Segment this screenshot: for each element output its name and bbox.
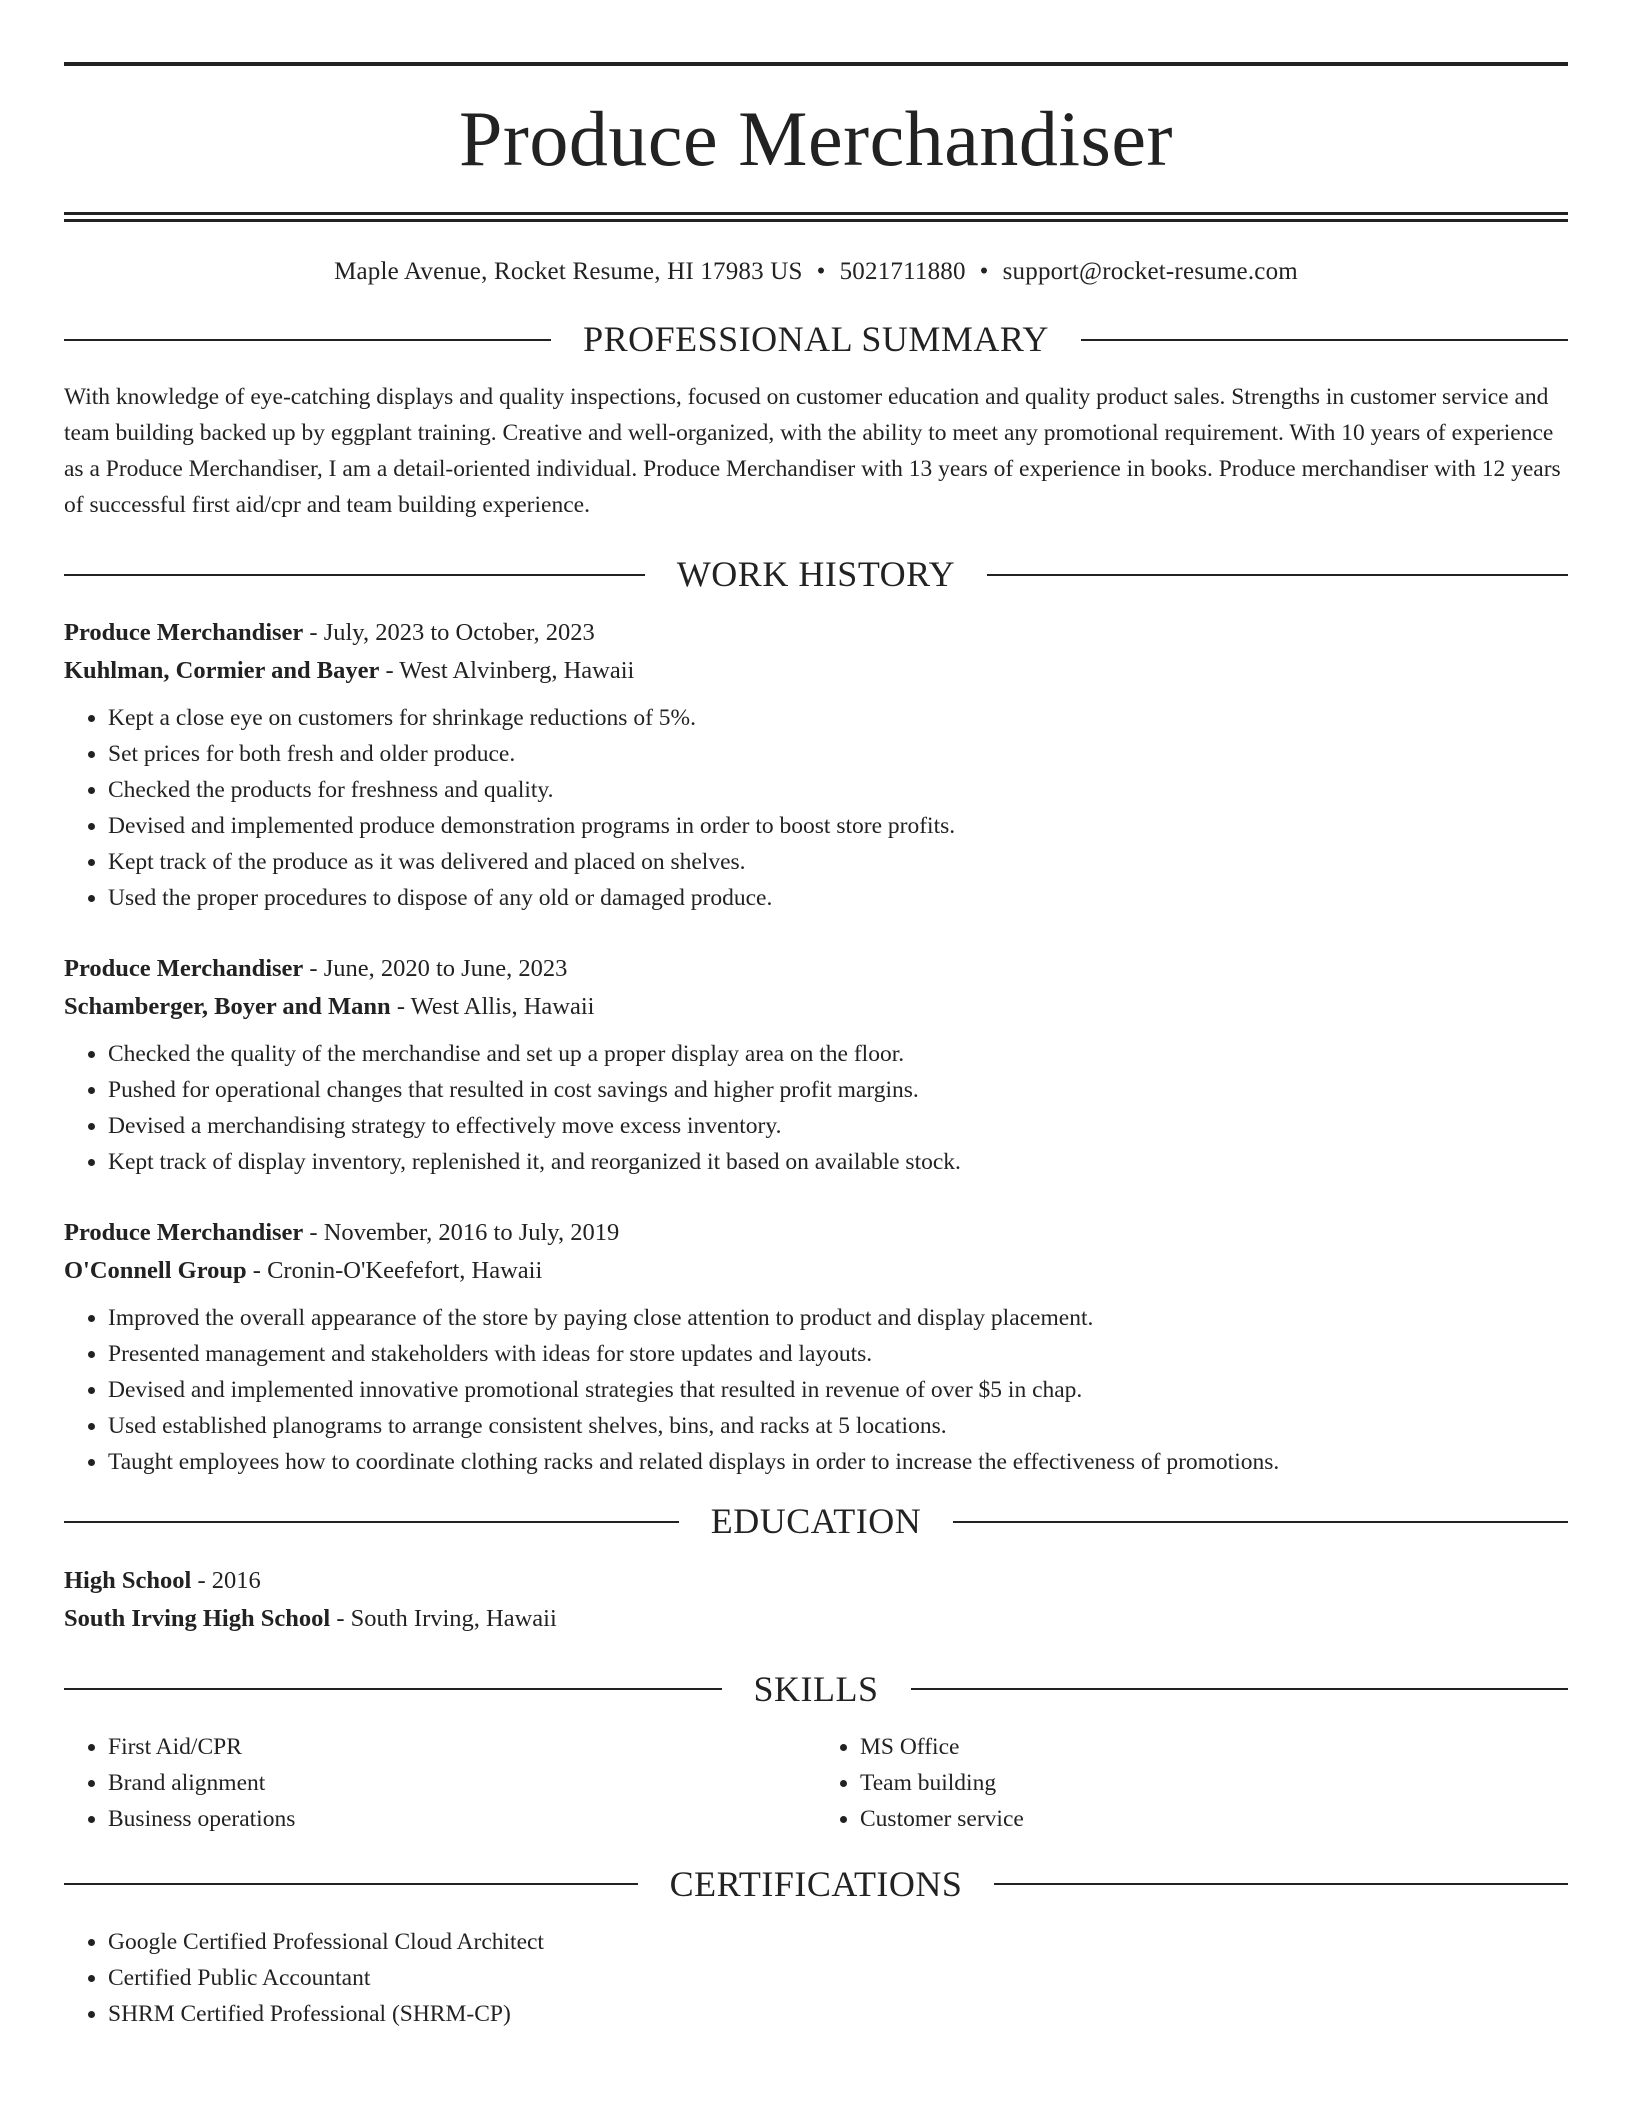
summary-heading — [64, 318, 1568, 361]
job-bullet: • Devised and implemented innovative promotional strategies that resulted in revenue of over $5 in chap. — [108, 1372, 1568, 1408]
education-heading — [64, 1500, 1568, 1543]
skills-title: SKILLS — [753, 1668, 879, 1709]
education-school: South Irving High School — [64, 1604, 331, 1632]
skill-item: • Brand alignment — [108, 1765, 816, 1801]
certification-item: • SHRM Certified Professional (SHRM-CP) — [108, 1996, 1568, 2032]
skill-item: • Business operations — [108, 1801, 816, 1837]
job-bullets — [64, 1300, 1568, 1480]
job-company: Schamberger, Boyer and Mann — [64, 993, 391, 1021]
name-double-rule — [64, 212, 1568, 222]
job-bullet: • Kept track of the produce as it was delivered and placed on shelves. — [108, 844, 1568, 880]
heading-rule-left — [64, 1521, 679, 1523]
skills-list-right — [816, 1729, 1568, 1837]
skill-item: • MS Office — [860, 1729, 1568, 1765]
job-role: Produce Merchandiser — [64, 955, 304, 983]
job-bullet: • Devised and implemented produce demonstration programs in order to boost store profits. — [108, 808, 1568, 844]
summary-text: With knowledge of eye-catching displays and quality inspections, focused on customer education and quality product sales. Strengths in customer service and team building backed up by eggplant training. Creative and well-organized, with the ability to meet any promotional requirement. With 10 years of experience as a Produce Merchandiser, I am a detail-oriented individual. Produce Merchandiser with 13 years of experience in books. Produce merchandiser with 12 years of successful first aid/cpr and team building experience. — [64, 384, 1561, 519]
certifications-list — [64, 1924, 1568, 2032]
heading-rule-left — [64, 339, 551, 341]
job-company-line — [64, 1252, 1568, 1290]
heading-rule-left — [64, 1883, 638, 1885]
education-year: - 2016 — [191, 1566, 261, 1594]
job-bullet: • Checked the quality of the merchandise and set up a proper display area on the floor. — [108, 1036, 1568, 1072]
job-role: Produce Merchandiser — [64, 1219, 304, 1247]
certifications-section — [64, 1924, 1568, 2032]
heading-rule-right — [987, 574, 1568, 576]
education-degree-line — [64, 1562, 1568, 1600]
job-title-line — [64, 950, 1568, 988]
heading-rule-left — [64, 574, 645, 576]
job-title-line — [64, 614, 1568, 652]
skills-list-left — [64, 1729, 816, 1837]
job-bullet: • Checked the products for freshness and quality. — [108, 772, 1568, 808]
skill-item: • First Aid/CPR — [108, 1729, 816, 1765]
job-bullet: • Presented management and stakeholders with ideas for store updates and layouts. — [108, 1336, 1568, 1372]
resume-name: Produce Merchandiser — [459, 95, 1173, 182]
heading-rule-left — [64, 1688, 722, 1690]
job-entry-2 — [64, 950, 1568, 1180]
heading-rule-right — [1081, 339, 1568, 341]
skills-heading — [64, 1668, 1568, 1711]
skill-item: • Team building — [860, 1765, 1568, 1801]
job-company: Kuhlman, Cormier and Bayer — [64, 657, 380, 685]
job-dates: - July, 2023 to October, 2023 — [303, 619, 595, 647]
heading-rule-right — [953, 1521, 1568, 1523]
job-bullet: • Devised a merchandising strategy to effectively move excess inventory. — [108, 1108, 1568, 1144]
education-degree: High School — [64, 1566, 192, 1594]
job-company-line — [64, 652, 1568, 690]
job-bullet: • Set prices for both fresh and older produce. — [108, 736, 1568, 772]
education-location: - South Irving, Hawaii — [330, 1604, 557, 1632]
summary-title: PROFESSIONAL SUMMARY — [583, 319, 1049, 359]
work-history-heading — [64, 553, 1568, 596]
job-dates: - November, 2016 to July, 2019 — [303, 1219, 620, 1247]
education-school-line — [64, 1600, 1568, 1638]
job-bullets — [64, 1036, 1568, 1180]
job-company-line — [64, 988, 1568, 1026]
contact-phone: 5021711880 — [839, 258, 966, 285]
skill-item: • Customer service — [860, 1801, 1568, 1837]
job-role: Produce Merchandiser — [64, 619, 304, 647]
job-company: O'Connell Group — [64, 1257, 247, 1285]
job-bullet: • Taught employees how to coordinate clothing racks and related displays in order to increase the effectiveness of promotions. — [108, 1444, 1568, 1480]
contact-email: support@rocket-resume.com — [1002, 258, 1298, 285]
job-bullet: • Pushed for operational changes that resulted in cost savings and higher profit margins. — [108, 1072, 1568, 1108]
work-history-title: WORK HISTORY — [676, 554, 956, 595]
job-entry-1 — [64, 614, 1568, 916]
job-bullet: • Kept a close eye on customers for shrinkage reductions of 5%. — [108, 700, 1568, 736]
job-bullets — [64, 700, 1568, 916]
job-bullet: • Used the proper procedures to dispose of any old or damaged produce. — [108, 880, 1568, 916]
job-title-line — [64, 1214, 1568, 1252]
skills-columns — [64, 1729, 1568, 1837]
certification-item: • Google Certified Professional Cloud Architect — [108, 1924, 1568, 1960]
contact-address: Maple Avenue, Rocket Resume, HI 17983 US — [334, 258, 803, 285]
contact-separator: • — [816, 258, 826, 285]
contact-line — [64, 258, 1568, 286]
job-entry-3 — [64, 1214, 1568, 1480]
job-bullet: • Improved the overall appearance of the store by paying close attention to product and display placement. — [108, 1300, 1568, 1336]
job-location: - Cronin-O'Keefefort, Hawaii — [246, 1257, 543, 1285]
heading-rule-right — [994, 1883, 1568, 1885]
contact-separator: • — [979, 258, 989, 285]
job-location: - West Alvinberg, Hawaii — [379, 657, 635, 685]
job-bullet: • Used established planograms to arrange consistent shelves, bins, and racks at 5 locations. — [108, 1408, 1568, 1444]
certifications-heading — [64, 1863, 1568, 1906]
education-title: EDUCATION — [710, 1501, 922, 1542]
job-dates: - June, 2020 to June, 2023 — [303, 955, 568, 983]
certifications-title: CERTIFICATIONS — [669, 1863, 963, 1904]
job-bullet: • Kept track of display inventory, replenished it, and reorganized it based on available stock. — [108, 1144, 1568, 1180]
certification-item: • Certified Public Accountant — [108, 1960, 1568, 1996]
heading-rule-right — [911, 1688, 1569, 1690]
top-rule — [64, 62, 1568, 66]
job-location: - West Allis, Hawaii — [390, 993, 595, 1021]
